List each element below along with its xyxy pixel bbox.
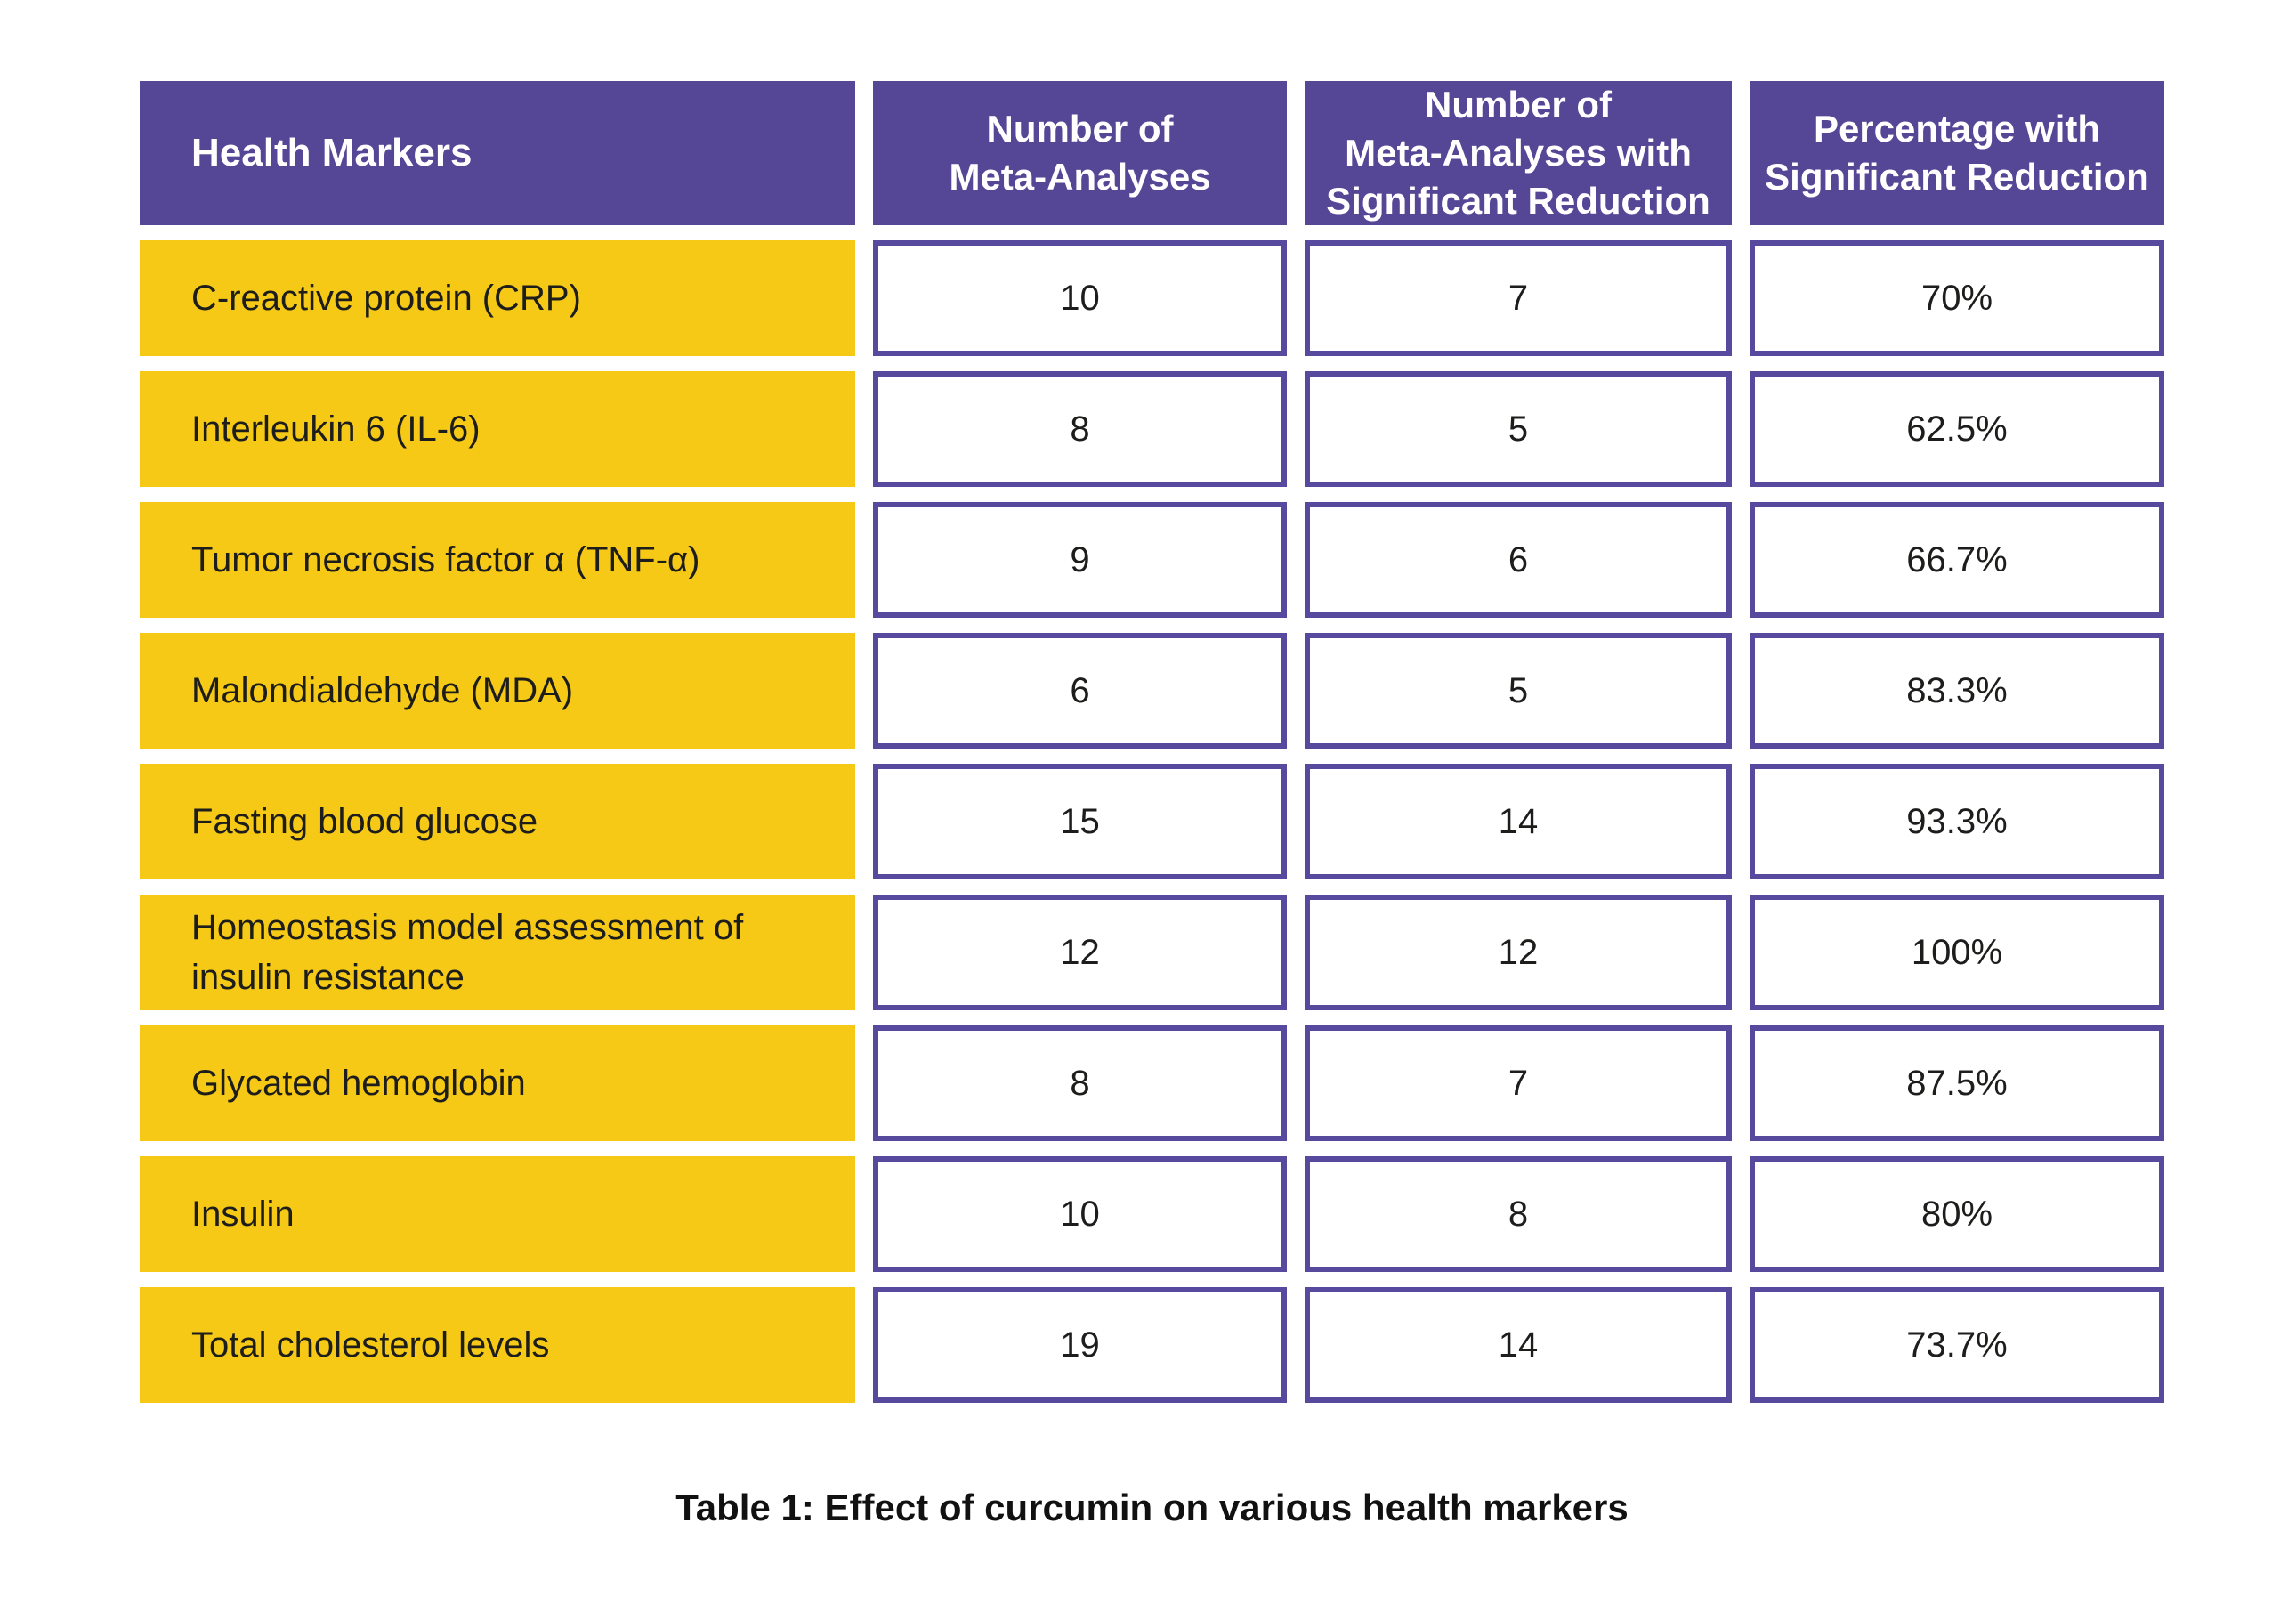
sig-count-cell: 7 (1305, 1025, 1732, 1141)
meta-count-cell: 12 (873, 895, 1287, 1010)
percentage-cell: 62.5% (1750, 371, 2164, 487)
marker-cell: Malondialdehyde (MDA) (140, 633, 855, 749)
marker-cell: Homeostasis model assessment of insulin resistance (140, 895, 855, 1010)
meta-count-cell: 10 (873, 1156, 1287, 1272)
meta-count-cell: 15 (873, 764, 1287, 879)
percentage-cell: 66.7% (1750, 502, 2164, 618)
meta-count-cell: 8 (873, 1025, 1287, 1141)
sig-count-cell: 7 (1305, 240, 1732, 356)
sig-count-cell: 5 (1305, 371, 1732, 487)
percentage-cell: 80% (1750, 1156, 2164, 1272)
sig-count-cell: 14 (1305, 1287, 1732, 1403)
percentage-cell: 70% (1750, 240, 2164, 356)
meta-count-cell: 9 (873, 502, 1287, 618)
meta-count-cell: 19 (873, 1287, 1287, 1403)
sig-count-cell: 14 (1305, 764, 1732, 879)
marker-cell: Interleukin 6 (IL-6) (140, 371, 855, 487)
column-header-number-of-meta-analyses: Number of Meta-Analyses (873, 81, 1287, 225)
percentage-cell: 83.3% (1750, 633, 2164, 749)
column-header-percentage-significant-reduction: Percentage with Significant Reduction (1750, 81, 2164, 225)
marker-cell: Tumor necrosis factor α (TNF-α) (140, 502, 855, 618)
marker-cell: Fasting blood glucose (140, 764, 855, 879)
column-header-health-markers: Health Markers (140, 81, 855, 225)
percentage-cell: 87.5% (1750, 1025, 2164, 1141)
marker-cell: Glycated hemoglobin (140, 1025, 855, 1141)
marker-cell: Insulin (140, 1156, 855, 1272)
meta-count-cell: 6 (873, 633, 1287, 749)
percentage-cell: 100% (1750, 895, 2164, 1010)
percentage-cell: 93.3% (1750, 764, 2164, 879)
meta-count-cell: 8 (873, 371, 1287, 487)
marker-cell: C-reactive protein (CRP) (140, 240, 855, 356)
percentage-cell: 73.7% (1750, 1287, 2164, 1403)
sig-count-cell: 5 (1305, 633, 1732, 749)
marker-cell: Total cholesterol levels (140, 1287, 855, 1403)
column-header-meta-analyses-significant-reduction: Number of Meta-Analyses with Significant Reduction (1305, 81, 1732, 225)
table-caption: Table 1: Effect of curcumin on various health markers (675, 1487, 1629, 1528)
sig-count-cell: 12 (1305, 895, 1732, 1010)
meta-count-cell: 10 (873, 240, 1287, 356)
sig-count-cell: 8 (1305, 1156, 1732, 1272)
sig-count-cell: 6 (1305, 502, 1732, 618)
health-markers-table (140, 81, 2164, 1403)
